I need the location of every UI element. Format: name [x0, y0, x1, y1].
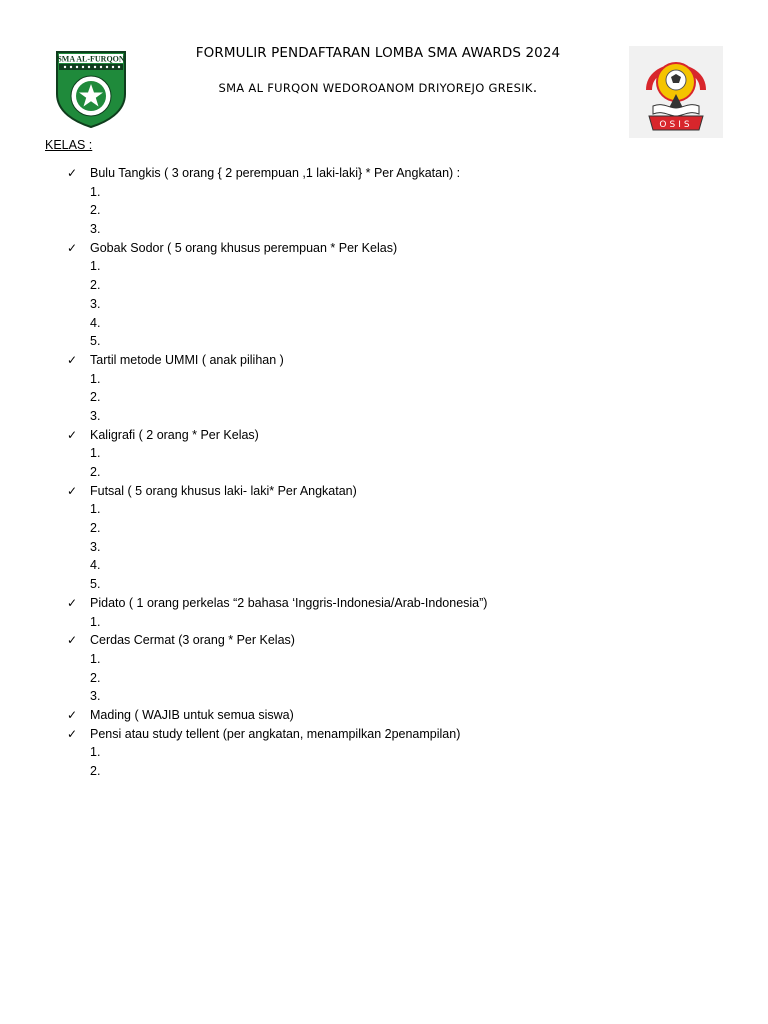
participant-slot — [0, 370, 768, 389]
slot-number: 1. — [90, 371, 101, 386]
competition-item — [0, 164, 768, 183]
competition-item — [0, 351, 768, 370]
participant-slot — [0, 613, 768, 632]
competition-item — [0, 631, 768, 650]
participant-slot — [0, 183, 768, 202]
competition-item — [0, 426, 768, 445]
competition-label: Gobak Sodor ( 5 orang khusus perempuan * Per Kelas) — [90, 240, 398, 255]
competition-label: Bulu Tangkis ( 3 orang { 2 perempuan ,1 laki-laki} * Per Angkatan) : — [90, 166, 461, 180]
competition-item — [0, 725, 768, 744]
competition-item — [0, 239, 768, 258]
competition-label: Tartil metode UMMI ( anak pilihan ) — [90, 352, 284, 367]
slot-number: 2. — [90, 390, 101, 405]
participant-slot — [0, 257, 768, 276]
school-address — [150, 80, 606, 96]
slot-number: 1. — [90, 651, 101, 666]
checkmark-icon: ✓ — [67, 166, 78, 180]
participant-slot — [0, 575, 768, 594]
slot-number: 5. — [90, 577, 101, 592]
participant-slot — [0, 556, 768, 575]
checkmark-icon: ✓ — [67, 240, 78, 255]
slot-number: 1. — [90, 184, 101, 199]
osis-logo — [629, 46, 723, 138]
svg-text:SMA AL-FURQON: SMA AL-FURQON — [57, 54, 125, 64]
competition-label: Futsal ( 5 orang khusus laki- laki* Per Angkatan) — [90, 483, 357, 498]
checkmark-icon: ✓ — [67, 483, 78, 498]
competition-label: Pensi atau study tellent (per angkatan, menampilkan 2penampilan) — [90, 726, 461, 741]
slot-number: 2. — [90, 278, 101, 293]
form-title: FORMULIR PENDAFTARAN LOMBA SMA AWARDS 2024 — [195, 45, 561, 61]
competition-item — [0, 706, 768, 725]
participant-slot — [0, 538, 768, 557]
slot-number: 1. — [90, 502, 101, 517]
participant-slot — [0, 463, 768, 482]
competition-label: Mading ( WAJIB untuk semua siswa) — [90, 707, 294, 722]
slot-number: 1. — [90, 745, 101, 760]
participant-slot — [0, 220, 768, 239]
slot-number: 2. — [90, 203, 101, 218]
sma-al-furqon-seal-icon — [55, 50, 127, 128]
slot-number: 1. — [90, 614, 101, 629]
participant-slot — [0, 444, 768, 463]
slot-number: 4. — [90, 315, 101, 330]
participant-slot — [0, 407, 768, 426]
participant-slot — [0, 687, 768, 706]
checkmark-icon: ✓ — [67, 595, 78, 610]
slot-number: 4. — [90, 558, 101, 573]
participant-slot — [0, 500, 768, 519]
participant-slot — [0, 314, 768, 333]
kelas-label: KELAS : — [45, 138, 93, 152]
competition-item — [0, 482, 768, 501]
osis-emblem-icon — [629, 46, 723, 138]
competition-label: Cerdas Cermat (3 orang * Per Kelas) — [90, 633, 295, 648]
address-period: . — [532, 80, 538, 96]
svg-text:OSIS: OSIS — [659, 120, 693, 130]
participant-slot — [0, 762, 768, 781]
competition-label: Kaligrafi ( 2 orang * Per Kelas) — [90, 427, 259, 442]
slot-number: 3. — [90, 539, 101, 554]
participant-slot — [0, 332, 768, 351]
school-address-text: SMA AL FURQON WEDOROANOM DRIYOREJO GRESIK — [218, 81, 533, 95]
checkmark-icon: ✓ — [67, 707, 78, 722]
competition-item — [0, 594, 768, 613]
slot-number: 2. — [90, 764, 101, 778]
slot-number: 2. — [90, 465, 101, 479]
slot-number: 3. — [90, 408, 101, 423]
school-logo — [55, 50, 127, 128]
slot-number: 3. — [90, 689, 101, 704]
checkmark-icon: ✓ — [67, 352, 78, 367]
slot-number: 3. — [90, 296, 101, 311]
participant-slot — [0, 650, 768, 669]
competition-list — [0, 164, 768, 781]
slot-number: 3. — [90, 222, 101, 237]
checkmark-icon: ✓ — [67, 427, 78, 442]
participant-slot — [0, 201, 768, 220]
slot-number: 2. — [90, 521, 101, 536]
participant-slot — [0, 276, 768, 295]
participant-slot — [0, 519, 768, 538]
participant-slot — [0, 295, 768, 314]
checkmark-icon: ✓ — [67, 726, 78, 741]
slot-number: 1. — [90, 446, 101, 461]
participant-slot — [0, 388, 768, 407]
slot-number: 1. — [90, 259, 101, 274]
competition-label: Pidato ( 1 orang perkelas “2 bahasa ‘Inggris-Indonesia/Arab-Indonesia”) — [90, 595, 488, 610]
participant-slot — [0, 743, 768, 762]
participant-slot — [0, 669, 768, 688]
checkmark-icon: ✓ — [67, 633, 78, 648]
slot-number: 2. — [90, 670, 101, 685]
slot-number: 5. — [90, 334, 101, 349]
